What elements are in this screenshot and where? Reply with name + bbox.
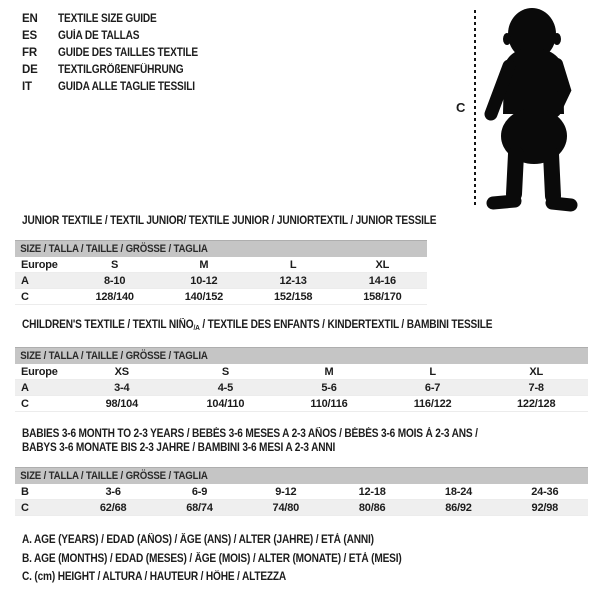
table-row (15, 273, 427, 289)
legend-line: B. AGE (MONTHS) / EDAD (MESES) / ÂGE (MOIS) / ALTER (MONATE) / ETÀ (MESI) (22, 552, 402, 565)
value-cell: XS (70, 364, 174, 380)
table-row (15, 289, 427, 305)
language-code: DE (22, 64, 38, 76)
size-table (15, 484, 588, 516)
value-cell: 4-5 (174, 380, 278, 396)
table-title-text: /A (193, 323, 200, 332)
value-cell: 8-10 (70, 273, 159, 289)
size-header-bar (15, 347, 588, 364)
legend (22, 531, 453, 587)
value-cell: 5-6 (277, 380, 381, 396)
value-cell: XL (484, 364, 588, 380)
size-table-section (15, 214, 437, 305)
value-cell: 3-4 (70, 380, 174, 396)
baby-silhouette-icon (483, 4, 595, 212)
value-cell: 110/116 (277, 396, 381, 412)
language-code: FR (22, 47, 37, 59)
value-cell: 62/68 (70, 500, 156, 516)
language-code: IT (22, 81, 32, 93)
value-cell: S (174, 364, 278, 380)
size-header-label: SIZE / TALLA / TAILLE / GRÖSSE / TAGLIA (20, 350, 208, 362)
value-cell: 74/80 (243, 500, 329, 516)
value-cell: 10-12 (159, 273, 248, 289)
value-cell: 9-12 (243, 484, 329, 500)
language-row (22, 45, 217, 62)
row-label-cell: B (15, 484, 70, 500)
table-row (15, 484, 588, 500)
row-label-cell: A (15, 273, 70, 289)
size-table (15, 257, 427, 305)
language-list (22, 11, 217, 96)
table-row (15, 364, 588, 380)
table-title-line (22, 441, 520, 455)
value-cell: 6-9 (156, 484, 242, 500)
value-cell: L (381, 364, 485, 380)
value-cell: L (249, 257, 338, 273)
language-label: GUIDE DES TAILLES TEXTILE (58, 47, 198, 59)
value-cell: 128/140 (70, 289, 159, 305)
value-cell: 12-13 (249, 273, 338, 289)
value-cell: 68/74 (156, 500, 242, 516)
row-label-cell: Europe (15, 364, 70, 380)
value-cell: 140/152 (159, 289, 248, 305)
size-header-bar (15, 240, 427, 257)
value-cell: 158/170 (338, 289, 427, 305)
height-dashed-line (474, 10, 476, 207)
table-row (15, 380, 588, 396)
value-cell: M (159, 257, 248, 273)
row-label-cell: A (15, 380, 70, 396)
language-label: GUÍA DE TALLAS (58, 30, 140, 42)
table-title-line (22, 214, 437, 228)
table-title-text: JUNIOR TEXTILE / TEXTIL JUNIOR/ TEXTILE JUNIOR / JUNIORTEXTIL / JUNIOR TESSILE (22, 215, 437, 227)
language-label: GUIDA ALLE TAGLIE TESSILI (58, 81, 195, 93)
table-title-text: CHILDREN'S TEXTILE / TEXTIL NIÑO (22, 319, 194, 331)
table-row (15, 257, 427, 273)
table-title (22, 427, 588, 455)
language-code: EN (22, 13, 38, 25)
language-row (22, 11, 217, 28)
value-cell: 80/86 (329, 500, 415, 516)
size-header-label: SIZE / TALLA / TAILLE / GRÖSSE / TAGLIA (20, 470, 208, 482)
language-row (22, 62, 217, 79)
value-cell: 18-24 (415, 484, 501, 500)
size-table (15, 364, 588, 412)
language-code: ES (22, 30, 37, 42)
size-table-section (15, 427, 588, 516)
value-cell: 6-7 (381, 380, 485, 396)
table-title (22, 318, 588, 335)
value-cell: 7-8 (484, 380, 588, 396)
value-cell: 92/98 (502, 500, 588, 516)
value-cell: 3-6 (70, 484, 156, 500)
size-table-section (15, 318, 588, 412)
value-cell: 122/128 (484, 396, 588, 412)
row-label-cell: C (15, 500, 70, 516)
table-title-text: / TEXTILE DES ENFANTS / KINDERTEXTIL / BAMBINI TESSILE (199, 319, 493, 331)
table-title (22, 214, 437, 228)
value-cell: 98/104 (70, 396, 174, 412)
value-cell: 24-36 (502, 484, 588, 500)
size-header-bar (15, 467, 588, 484)
value-cell: 116/122 (381, 396, 485, 412)
language-label: TEXTILE SIZE GUIDE (58, 13, 157, 25)
value-cell: M (277, 364, 381, 380)
legend-line: A. AGE (YEARS) / EDAD (AÑOS) / ÂGE (ANS) / ALTER (JAHRE) / ETÀ (ANNI) (22, 534, 374, 546)
table-title-line (22, 427, 520, 441)
row-label-cell: Europe (15, 257, 70, 273)
language-label: TEXTILGRÖßENFÜHRUNG (58, 64, 184, 76)
language-row (22, 79, 217, 96)
table-title-text: BABIES 3-6 MONTH TO 2-3 YEARS / BEBÉS 3-6 MESES A 2-3 AÑOS / BÉBÉS 3-6 MOIS À 2-3 ANS / (22, 428, 478, 440)
table-title-line (22, 318, 520, 335)
baby-figure (450, 0, 600, 215)
value-cell: 14-16 (338, 273, 427, 289)
value-cell: XL (338, 257, 427, 273)
language-row (22, 28, 217, 45)
table-row (15, 500, 588, 516)
table-row (15, 396, 588, 412)
legend-line: C. (cm) HEIGHT / ALTURA / HAUTEUR / HÖHE / ALTEZZA (22, 571, 287, 583)
value-cell: 152/158 (249, 289, 338, 305)
value-cell: 86/92 (415, 500, 501, 516)
row-label-cell: C (15, 396, 70, 412)
value-cell: 12-18 (329, 484, 415, 500)
row-label-cell: C (15, 289, 70, 305)
height-marker-label: C (456, 100, 466, 115)
size-header-label: SIZE / TALLA / TAILLE / GRÖSSE / TAGLIA (20, 243, 208, 255)
table-title-text: BABYS 3-6 MONATE BIS 2-3 JAHRE / BAMBINI 3-6 MESI A 2-3 ANNI (22, 442, 336, 454)
value-cell: S (70, 257, 159, 273)
value-cell: 104/110 (174, 396, 278, 412)
